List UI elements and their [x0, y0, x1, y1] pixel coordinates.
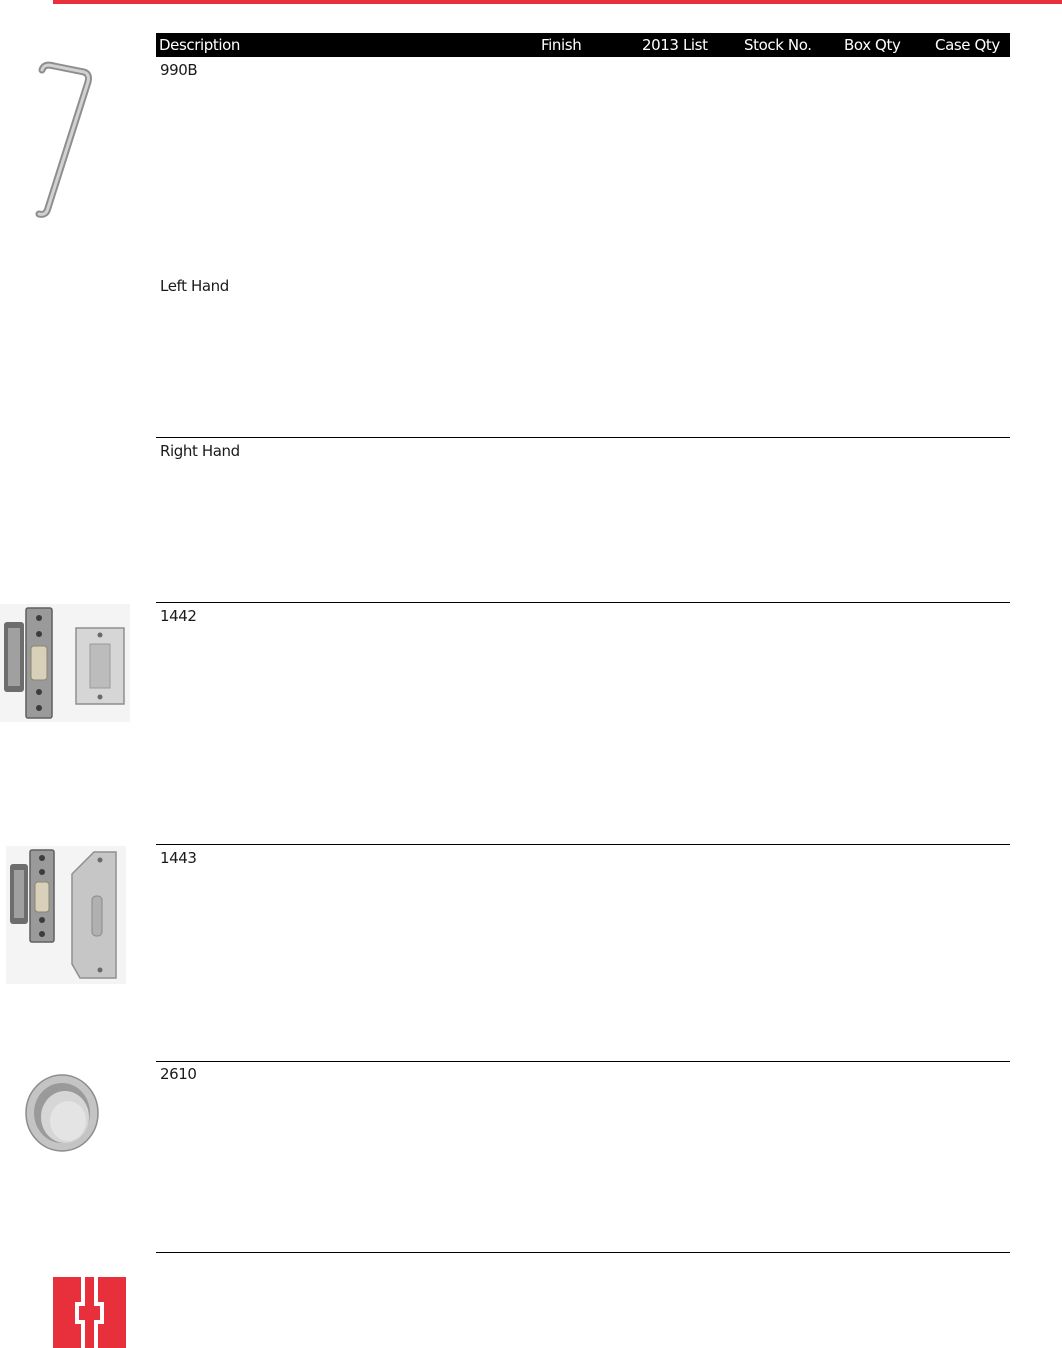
col-case-qty: Case Qty — [935, 36, 1000, 54]
brand-logo-icon — [53, 1277, 126, 1348]
col-box-qty: Box Qty — [844, 36, 901, 54]
row-divider — [156, 1061, 1010, 1062]
variant-left-hand: Left Hand — [160, 277, 229, 295]
product-2610: 2610 — [160, 1065, 197, 1083]
roller-latch-long-strike-icon — [6, 846, 126, 984]
product-990b: 990B — [160, 61, 198, 79]
roller-latch-icon — [0, 604, 130, 722]
product-1443: 1443 — [160, 849, 197, 867]
row-divider — [156, 1252, 1010, 1253]
row-divider — [156, 602, 1010, 603]
pull-handle-icon — [28, 58, 98, 224]
row-divider — [156, 844, 1010, 845]
top-accent-rule — [53, 0, 1062, 4]
col-list-price: 2013 List — [642, 36, 708, 54]
flush-pull-icon — [22, 1072, 102, 1154]
col-finish: Finish — [541, 36, 582, 54]
product-1442: 1442 — [160, 607, 197, 625]
col-description: Description — [159, 36, 241, 54]
variant-right-hand: Right Hand — [160, 442, 240, 460]
col-stock-no: Stock No. — [744, 36, 812, 54]
table-header — [156, 33, 1010, 57]
row-divider — [156, 437, 1010, 438]
